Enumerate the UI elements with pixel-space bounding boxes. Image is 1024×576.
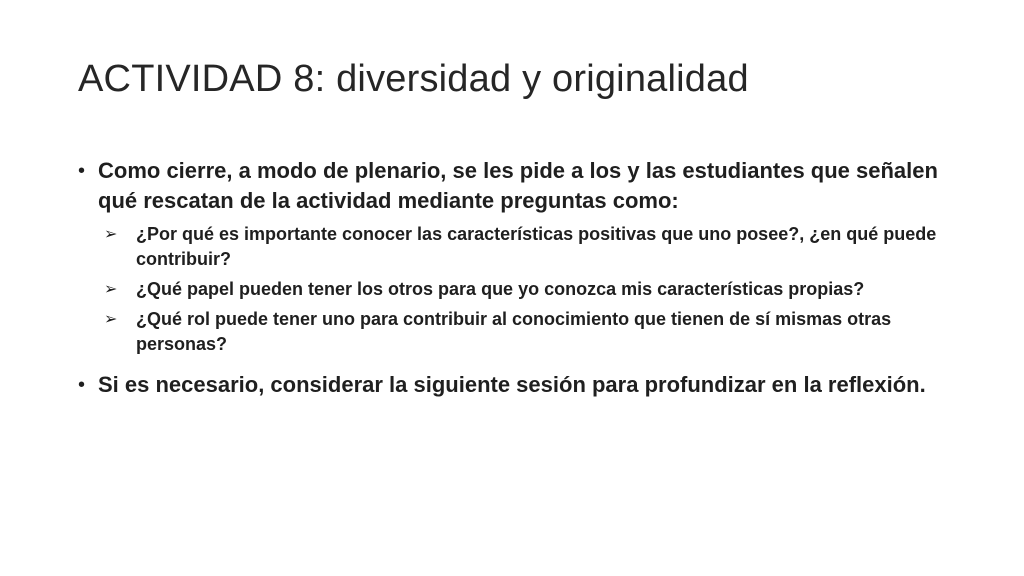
bullet-item (78, 156, 958, 216)
sub-bullet-item (78, 277, 958, 302)
bullet-dot-icon: • (78, 374, 86, 396)
sub-bullet-text: ¿Qué papel pueden tener los otros para que yo conozca mis características propias? (136, 279, 865, 299)
bullet-text: Como cierre, a modo de plenario, se les pide a los y las estudiantes que señalen qué rescatan de la actividad mediante preguntas como: (98, 158, 938, 213)
sub-bullet-list (78, 222, 958, 357)
arrow-bullet-icon: ➢ (104, 226, 118, 243)
bullet-item (78, 370, 958, 400)
bullet-text: Si es necesario, considerar la siguiente sesión para profundizar en la reflexión. (98, 372, 926, 397)
sub-bullet-text: ¿Por qué es importante conocer las características positivas que uno posee?, ¿en qué puede contribuir? (136, 224, 937, 269)
sub-bullet-item (78, 222, 958, 272)
bullet-dot-icon: • (78, 160, 86, 182)
slide-content (78, 156, 958, 400)
arrow-bullet-icon: ➢ (104, 311, 118, 328)
sub-bullet-item (78, 307, 958, 357)
arrow-bullet-icon: ➢ (104, 281, 118, 298)
sub-bullet-text: ¿Qué rol puede tener uno para contribuir al conocimiento que tienen de sí mismas otras personas? (136, 309, 892, 354)
slide-title: ACTIVIDAD 8: diversidad y originalidad (78, 58, 749, 100)
